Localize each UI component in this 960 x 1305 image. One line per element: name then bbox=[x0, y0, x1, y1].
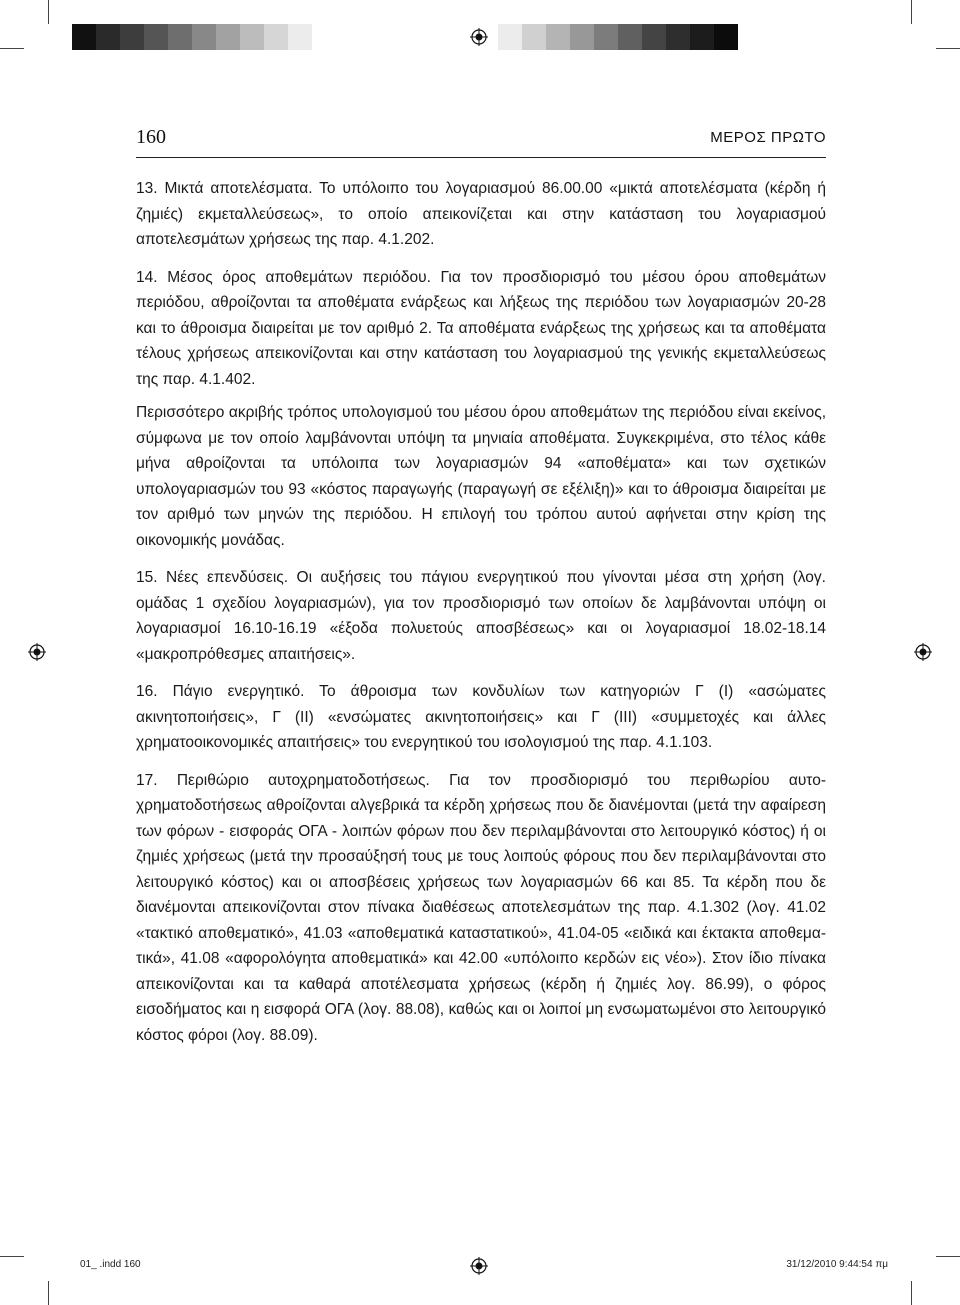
color-swatch bbox=[168, 24, 192, 50]
page-number: 160 bbox=[136, 126, 166, 148]
crop-mark bbox=[911, 0, 912, 24]
crop-mark bbox=[0, 48, 24, 49]
paragraph-17: 17. Περιθώριο αυτοχρηματοδοτήσεως. Για τον προσδιορισμό του περιθωρίου αυτοχρηματοδοτήσεως αθροίζονται αλγεβρικά τα κέρδη χρήσεως που δε διανέμονται (μετά την αφαίρεση των φόρων - εισφοράς ΟΓΑ - λοιπών φόρων που δεν περιλαμβάνονται στο λειτουργικό κόστος) ή οι ζημιές χρήσεως (μετά την προσαύξησή τους με τους λοιπούς φόρους που δεν περιλαμβάνονται στο λειτουργικό κόστος) και οι αποσβέσεις χρήσεως των λογαριασμών 66 και 85. Τα κέρδη που δε διανέμονται απεικονίζονται στον πίνακα διαθέσεως αποτελεσμάτων της παρ. 4.1.302 (λογ. 41.02 «τακτικό αποθεματικό», 41.03 «αποθεματικά καταστατικού», 41.04-05 «ειδικά και έκτακτα αποθεματικά», 41.08 «αφορολόγητα αποθεματικά» και 42.00 «υπόλοιπο κερδών εις νέο»). Στον ίδιο πίνακα απεικονίζονται και τα καθαρά αποτέλεσματα χρήσεως (κέρδη ή ζημιές λογ. 86.99), ο φόρος εισοδήματος και η εισφορά ΟΓΑ (λογ. 88.08), καθώς και οι λοιποί μη ενσωματωμένοι στο λειτουργικό κόστος φόροι (λογ. 88.09). bbox=[136, 771, 826, 1044]
color-swatch bbox=[570, 24, 594, 50]
color-swatch bbox=[120, 24, 144, 50]
color-swatch bbox=[96, 24, 120, 50]
registration-mark-icon bbox=[470, 28, 488, 46]
registration-mark-icon bbox=[470, 1257, 488, 1275]
color-swatch bbox=[666, 24, 690, 50]
color-swatch bbox=[216, 24, 240, 50]
color-swatch bbox=[690, 24, 714, 50]
color-swatch bbox=[714, 24, 738, 50]
color-swatch bbox=[288, 24, 312, 50]
color-bar-left bbox=[72, 24, 312, 50]
color-bar-right bbox=[498, 24, 738, 50]
registration-mark-icon bbox=[914, 643, 932, 661]
color-swatch bbox=[144, 24, 168, 50]
color-swatch bbox=[594, 24, 618, 50]
print-timestamp: 31/12/2010 9:44:54 πμ bbox=[786, 1259, 888, 1270]
color-swatch bbox=[618, 24, 642, 50]
color-swatch bbox=[498, 24, 522, 50]
color-swatch bbox=[522, 24, 546, 50]
registration-mark-icon bbox=[28, 643, 46, 661]
paragraph-16: 16. Πάγιο ενεργητικό. Το άθροισμα των κονδυλίων των κατηγοριών Γ (Ι) «ασώματες ακινητοποιήσεις», Γ (ΙΙ) «ενσώματες ακινητοποιήσεις» και Γ (ΙΙΙ) «συμμετοχές και άλλες χρηματοοικονομικές απαιτήσεις» του ενεργητικού του ισολογισμού της παρ. 4.1.103. bbox=[136, 683, 826, 751]
color-swatch bbox=[240, 24, 264, 50]
paragraph-14: 14. Μέσος όρος αποθεμάτων περιόδου. Για τον προσδιορισμό του μέσου όρου αποθεμάτων περιόδου, αθροίζονται τα αποθέματα ενάρξεως και λήξεως της περιόδου των λογαριασμών 20-28 και το άθροισμα διαιρείται με τον αριθμό 2. Τα αποθέματα ενάρξεως της χρήσεως και τα αποθέματα τέλους χρήσεως απεικονίζονται και στην κατάσταση του λογαριασμού της γενικής εκμεταλλεύσεως της παρ. 4.1.402. bbox=[136, 268, 826, 388]
header-rule bbox=[136, 157, 826, 158]
paragraph-13: 13. Μικτά αποτελέσματα. Το υπόλοιπο του λογαριασμού 86.00.00 «μικτά αποτελέσματα (κέρδη ή ζημιές) εκμεταλλεύσεως», το οποίο απεικονίζεται και στην κατάσταση του λογαριασμού αποτελεσμάτων χρήσεως της παρ. 4.1.202. bbox=[136, 180, 826, 248]
crop-mark bbox=[48, 1281, 49, 1305]
file-slug: 01_ .indd 160 bbox=[80, 1259, 141, 1270]
crop-mark bbox=[48, 0, 49, 24]
crop-mark bbox=[911, 1281, 912, 1305]
color-swatch bbox=[642, 24, 666, 50]
text-body bbox=[136, 176, 826, 1060]
crop-mark bbox=[936, 1256, 960, 1257]
color-swatch bbox=[546, 24, 570, 50]
color-swatch bbox=[192, 24, 216, 50]
paragraph-15: 15. Νέες επενδύσεις. Οι αυξήσεις του πάγιου ενεργητικού που γίνονται μέσα στη χρήση (λογ. ομάδας 1 σχεδίου λογαριασμών), για τον προσδιορισμό των οποίων δε λαμβάνονται υπόψη οι λογαριασμοί 16.10-16.19 «έξοδα πολυετούς αποσβέσεως» και οι λογαριασμοί 18.02-18.14 «μακροπρόθεσμες απαιτήσεις». bbox=[136, 569, 826, 663]
color-swatch bbox=[264, 24, 288, 50]
running-head: ΜΕΡΟΣ ΠΡΩΤΟ bbox=[710, 129, 826, 146]
crop-mark bbox=[936, 48, 960, 49]
color-swatch bbox=[72, 24, 96, 50]
crop-mark bbox=[0, 1256, 24, 1257]
paragraph-14-continued: Περισσότερο ακριβής τρόπος υπολογισμού του μέσου όρου αποθεμάτων της περιόδου είναι εκείνος, σύμφωνα με τον οποίο λαμβάνονται υπόψη τα μηνιαία αποθέματα. Συγκεκριμένα, στο τέλος κάθε μήνα αθροίζονται τα υπόλοιπα των λογαριασμών 94 «αποθέματα» και των σχετικών υπολογαριασμών του 93 «κόστος παραγωγής (παραγωγή σε εξέλιξη)» και το άθροισμα διαιρείται με τον αριθμό των μηνών της περιόδου. Η επιλογή του τρόπου αυτού αφήνεται στην κρίση της οικονομικής μονάδας. bbox=[136, 404, 826, 549]
